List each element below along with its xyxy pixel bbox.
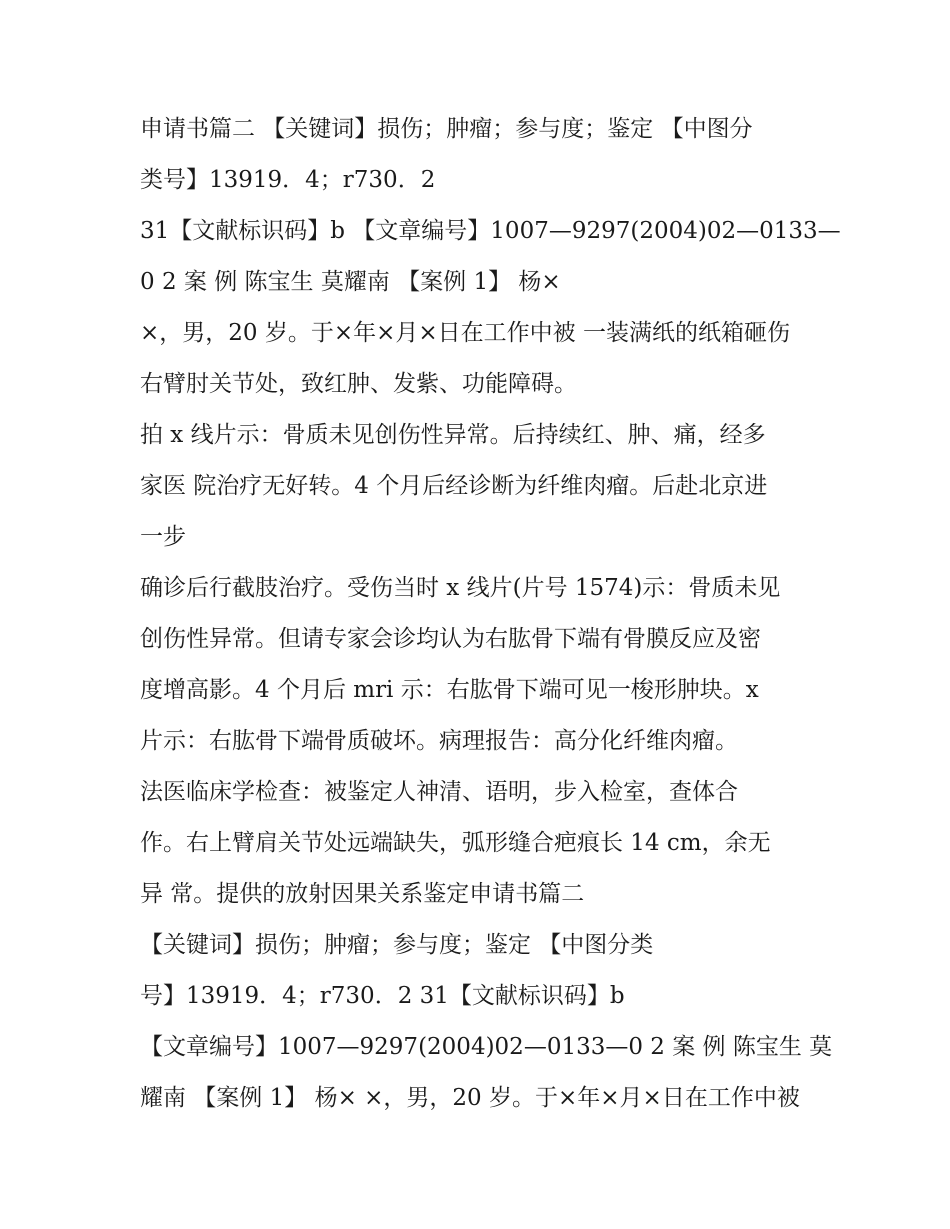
text-line-16: 异 常。提供的放射因果关系鉴定申请书篇二 xyxy=(140,881,585,907)
text-line-19: 【文章编号】1007—9297(2004)02—0133—0 2 案 例 陈宝生 莫 xyxy=(140,1034,833,1060)
text-line-2: 类号】13919．4；r730．2 xyxy=(140,167,436,193)
text-line-6: 右臂肘关节处，致红肿、发紫、功能障碍。 xyxy=(140,371,577,397)
text-line-7: 拍 x 线片示：骨质未见创伤性异常。后持续红、肿、痛，经多 xyxy=(140,422,766,448)
text-line-5: ×，男，20 岁。于×年×月×日在工作中被 一装满纸的纸箱砸伤 xyxy=(140,320,790,346)
text-line-12: 度增高影。4 个月后 mri 示：右肱骨下端可见一梭形肿块。x xyxy=(140,677,759,703)
body-text xyxy=(140,104,841,1124)
text-line-17: 【关键词】损伤；肿瘤；参与度；鉴定 【中图分类 xyxy=(140,932,654,958)
text-line-10: 确诊后行截肢治疗。受伤当时 x 线片(片号 1574)示：骨质未见 xyxy=(140,575,781,601)
text-line-8: 家医 院治疗无好转。4 个月后经诊断为纤维肉瘤。后赴北京进 xyxy=(140,473,768,499)
text-line-13: 片示：右肱骨下端骨质破坏。病理报告：高分化纤维肉瘤。 xyxy=(140,728,738,754)
text-line-4: 0 2 案 例 陈宝生 莫耀南 【案例 1】 杨× xyxy=(140,269,561,295)
text-line-1: 申请书篇二 【关键词】损伤；肿瘤；参与度；鉴定 【中图分 xyxy=(140,116,753,142)
text-line-11: 创伤性异常。但请专家会诊均认为右肱骨下端有骨膜反应及密 xyxy=(140,626,761,652)
text-line-20: 耀南 【案例 1】 杨× ×，男，20 岁。于×年×月×日在工作中被 xyxy=(140,1085,800,1111)
text-line-14: 法医临床学检查：被鉴定人神清、语明，步入检室，查体合 xyxy=(140,779,738,805)
text-line-15: 作。右上臂肩关节处远端缺失，弧形缝合疤痕长 14 cm，余无 xyxy=(140,830,771,856)
text-line-18: 号】13919．4；r730．2 31【文献标识码】b xyxy=(140,983,625,1009)
text-line-3: 31【文献标识码】b 【文章编号】1007—9297(2004)02—0133— xyxy=(140,218,841,244)
text-line-9: 一步 xyxy=(140,524,186,550)
